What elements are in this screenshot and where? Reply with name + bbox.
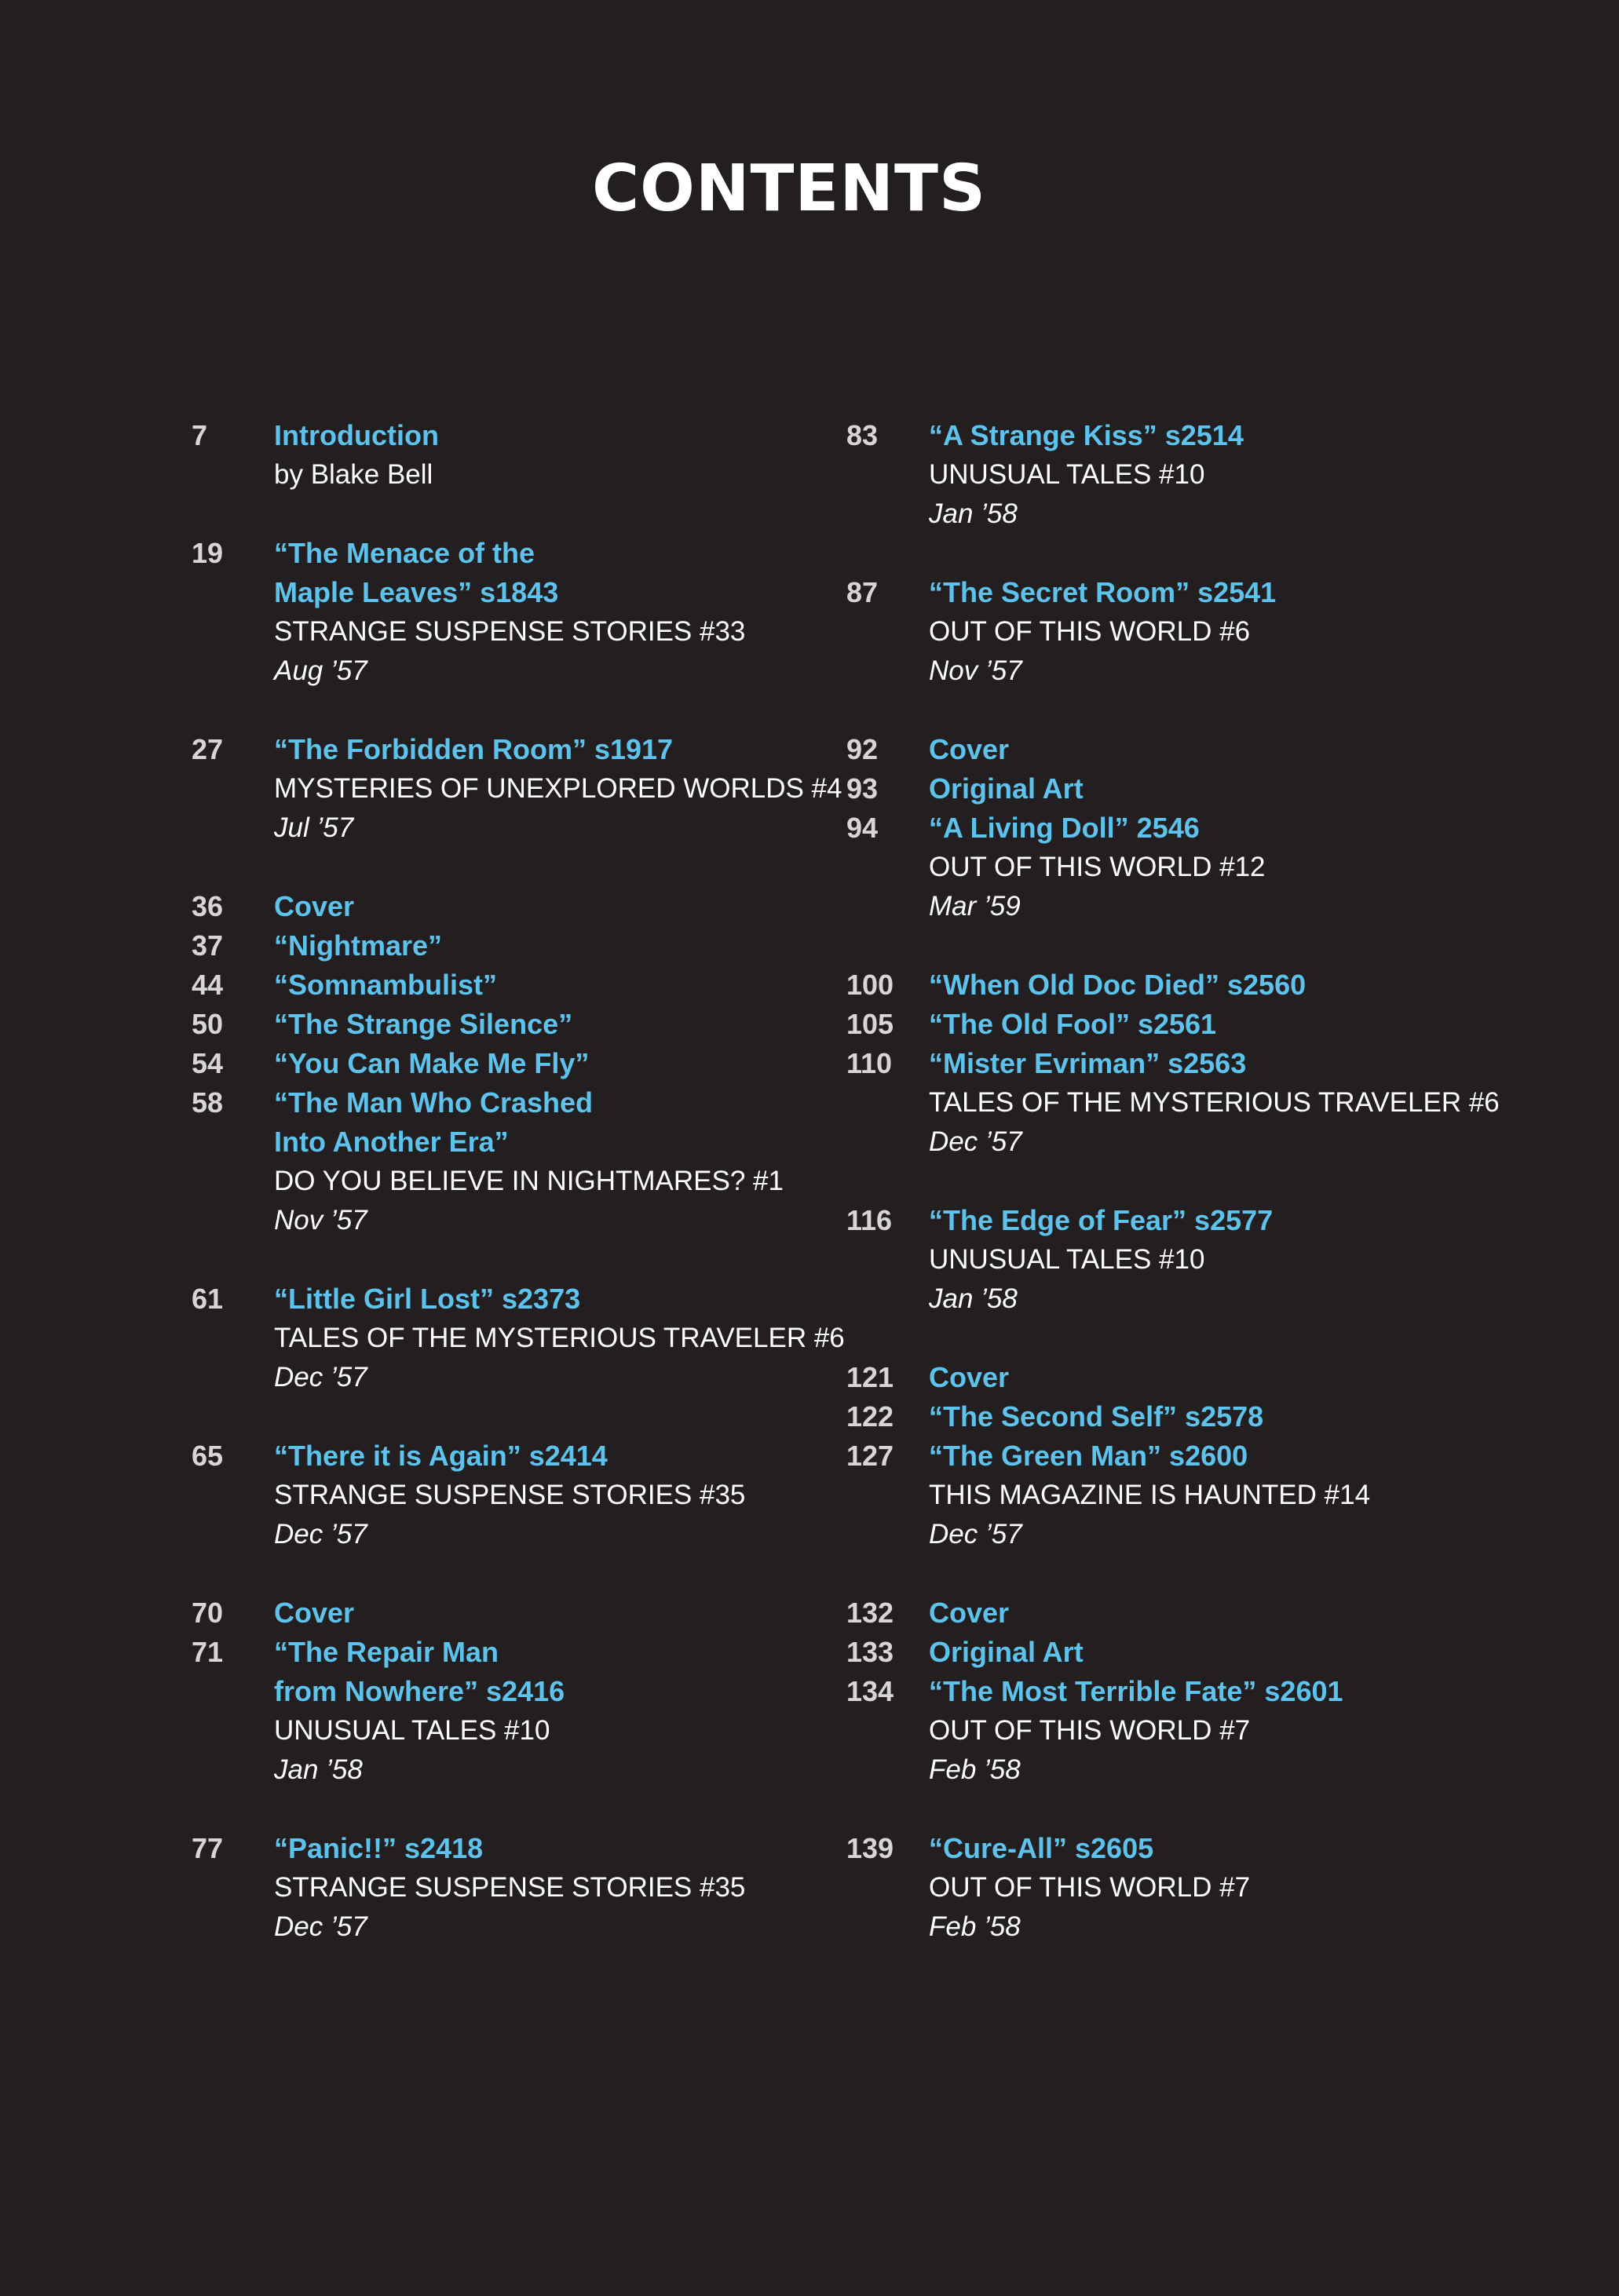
story-title: “A Living Doll” 2546 <box>929 812 1200 844</box>
story-title: Cover <box>929 1361 1010 1393</box>
toc-line <box>192 1868 820 1907</box>
toc-line <box>846 1711 1553 1750</box>
issue-date: Dec ’57 <box>929 1519 1022 1550</box>
page-number: 94 <box>846 812 879 844</box>
toc-line <box>846 1515 1553 1554</box>
toc-line <box>846 495 1553 534</box>
toc-entry <box>192 1593 820 1790</box>
story-title: “The Menace of the <box>274 537 535 569</box>
issue-date: Aug ’57 <box>274 655 367 686</box>
toc-line <box>192 1122 820 1162</box>
story-title: Introduction <box>274 419 439 451</box>
publication-name: by Blake Bell <box>274 459 433 490</box>
story-title: “There it is Again” s2414 <box>274 1440 608 1472</box>
story-title: Cover <box>929 1597 1010 1629</box>
toc-line <box>192 1201 820 1240</box>
toc-line <box>846 612 1553 652</box>
issue-date: Dec ’57 <box>929 1126 1022 1157</box>
toc-line <box>192 652 820 691</box>
publication-name: STRANGE SUSPENSE STORIES #35 <box>274 1872 746 1903</box>
page-number: 36 <box>192 890 224 922</box>
toc-entry <box>192 1829 820 1947</box>
issue-date: Jan ’58 <box>929 498 1018 529</box>
story-title: “The Secret Room” s2541 <box>929 576 1277 608</box>
story-title: “Little Girl Lost” s2373 <box>274 1283 581 1315</box>
toc-line <box>846 809 1553 848</box>
toc-line <box>192 1750 820 1790</box>
publication-name: MYSTERIES OF UNEXPLORED WORLDS #4 <box>274 773 842 804</box>
publication-name: UNUSUAL TALES #10 <box>929 459 1205 490</box>
toc-line <box>192 1279 820 1319</box>
publication-name: OUT OF THIS WORLD #7 <box>929 1715 1251 1746</box>
toc-line <box>846 730 1553 769</box>
issue-date: Dec ’57 <box>274 1519 367 1550</box>
issue-date: Dec ’57 <box>274 1362 367 1393</box>
toc-line <box>846 1633 1553 1672</box>
toc-line <box>846 1907 1553 1947</box>
story-title: “Nightmare” <box>274 929 443 962</box>
publication-name: OUT OF THIS WORLD #6 <box>929 616 1251 647</box>
toc-line <box>846 1436 1553 1476</box>
publication-name: DO YOU BELIEVE IN NIGHTMARES? #1 <box>274 1166 784 1196</box>
issue-date: Jan ’58 <box>929 1283 1018 1314</box>
toc-line <box>192 769 842 809</box>
toc-line <box>192 1476 820 1515</box>
toc-line <box>192 965 820 1005</box>
story-title: Cover <box>274 1597 355 1629</box>
page-number: 134 <box>846 1675 894 1707</box>
toc-line <box>192 1829 820 1868</box>
story-title: “The Repair Man <box>274 1636 499 1668</box>
issue-date: Jan ’58 <box>274 1754 363 1785</box>
story-title: Cover <box>274 890 355 922</box>
toc-entry <box>192 887 820 1240</box>
page-number: 133 <box>846 1636 894 1668</box>
toc-line <box>846 652 1553 691</box>
page-number: 37 <box>192 929 224 962</box>
toc-line <box>846 1593 1553 1633</box>
story-title: “The Old Fool” s2561 <box>929 1008 1217 1040</box>
page-number: 122 <box>846 1400 894 1433</box>
publication-name: UNUSUAL TALES #10 <box>274 1715 550 1746</box>
issue-date: Nov ’57 <box>929 655 1022 686</box>
story-title: “The Edge of Fear” s2577 <box>929 1204 1274 1236</box>
publication-name: OUT OF THIS WORLD #7 <box>929 1872 1251 1903</box>
toc-line <box>846 769 1553 809</box>
page-number: 105 <box>846 1008 894 1040</box>
toc-line <box>846 1083 1553 1122</box>
page-number: 54 <box>192 1047 224 1079</box>
page-number: 27 <box>192 733 224 765</box>
story-title: “The Most Terrible Fate” s2601 <box>929 1675 1343 1707</box>
story-title: “The Man Who Crashed <box>274 1086 594 1119</box>
story-title: “The Green Man” s2600 <box>929 1440 1248 1472</box>
publication-name: THIS MAGAZINE IS HAUNTED #14 <box>929 1480 1371 1510</box>
toc-entry <box>846 1593 1553 1790</box>
toc-line <box>846 1397 1553 1436</box>
page-number: 132 <box>846 1597 894 1629</box>
toc-line <box>846 1201 1553 1240</box>
toc-line <box>192 1436 820 1476</box>
publication-name: OUT OF THIS WORLD #12 <box>929 852 1266 882</box>
toc-entry <box>846 1358 1553 1554</box>
page-number: 50 <box>192 1008 224 1040</box>
toc-line <box>846 965 1553 1005</box>
toc-line <box>846 1044 1553 1083</box>
toc-entry <box>846 1201 1553 1319</box>
story-title: “When Old Doc Died” s2560 <box>929 969 1307 1001</box>
toc-line <box>192 1672 820 1711</box>
publication-name: TALES OF THE MYSTERIOUS TRAVELER #6 <box>929 1087 1500 1118</box>
story-title: Cover <box>929 733 1010 765</box>
toc-line <box>192 1044 820 1083</box>
page-number: 58 <box>192 1086 224 1119</box>
toc-line <box>846 1476 1553 1515</box>
story-title: from Nowhere” s2416 <box>274 1675 565 1707</box>
toc-line <box>192 887 820 926</box>
page-number: 71 <box>192 1636 224 1668</box>
toc-line <box>192 1907 820 1947</box>
story-title: Original Art <box>929 1636 1084 1668</box>
publication-name: STRANGE SUSPENSE STORIES #35 <box>274 1480 746 1510</box>
story-title: “Mister Evriman” s2563 <box>929 1047 1247 1079</box>
issue-date: Feb ’58 <box>929 1754 1021 1785</box>
toc-line <box>846 887 1553 926</box>
toc-line <box>846 1672 1553 1711</box>
toc-entry <box>846 1829 1553 1947</box>
toc-entry <box>846 573 1553 691</box>
page-number: 65 <box>192 1440 224 1472</box>
toc-line <box>846 1240 1553 1279</box>
toc-line <box>192 1593 820 1633</box>
toc-entry <box>846 416 1553 534</box>
toc-line <box>192 573 820 612</box>
toc-line <box>192 1083 820 1122</box>
story-title: “The Forbidden Room” s1917 <box>274 733 674 765</box>
page-number: 7 <box>192 419 208 451</box>
toc-line <box>192 534 820 573</box>
toc-line <box>846 573 1553 612</box>
page-number: 127 <box>846 1440 894 1472</box>
issue-date: Jul ’57 <box>274 812 354 843</box>
toc-line <box>846 1829 1553 1868</box>
publication-name: UNUSUAL TALES #10 <box>929 1244 1205 1275</box>
toc-line <box>192 926 820 965</box>
page-number: 139 <box>846 1832 894 1864</box>
story-title: “The Second Self” s2578 <box>929 1400 1264 1433</box>
toc-line <box>846 1279 1553 1319</box>
toc-line <box>192 612 820 652</box>
toc-line <box>846 455 1553 495</box>
story-title: “You Can Make Me Fly” <box>274 1047 590 1079</box>
issue-date: Feb ’58 <box>929 1911 1021 1942</box>
toc-entry <box>192 1279 845 1397</box>
toc-line <box>846 416 1553 455</box>
toc-line <box>192 1515 820 1554</box>
story-title: “Somnambulist” <box>274 969 498 1001</box>
contents-column-right <box>846 416 1553 1947</box>
toc-line <box>192 455 820 495</box>
page-number: 87 <box>846 576 879 608</box>
toc-entry <box>192 416 820 495</box>
page-number: 121 <box>846 1361 894 1393</box>
toc-line <box>192 1633 820 1672</box>
toc-line <box>192 416 820 455</box>
page-number: 92 <box>846 733 879 765</box>
story-title: Original Art <box>929 772 1084 805</box>
story-title: “A Strange Kiss” s2514 <box>929 419 1244 451</box>
toc-line <box>192 730 820 769</box>
toc-entry <box>846 965 1553 1162</box>
toc-line <box>192 1162 820 1201</box>
story-title: Into Another Era” <box>274 1126 509 1158</box>
toc-line <box>846 848 1553 887</box>
issue-date: Mar ’59 <box>929 891 1021 922</box>
page-number: 61 <box>192 1283 224 1315</box>
publication-name: TALES OF THE MYSTERIOUS TRAVELER #6 <box>274 1323 845 1353</box>
page-number: 77 <box>192 1832 224 1864</box>
toc-line <box>846 1358 1553 1397</box>
page-number: 83 <box>846 419 879 451</box>
toc-entry <box>192 534 820 691</box>
toc-entry <box>192 730 842 848</box>
page-title: CONTENTS <box>591 151 987 226</box>
story-title: “The Strange Silence” <box>274 1008 573 1040</box>
publication-name: STRANGE SUSPENSE STORIES #33 <box>274 616 746 647</box>
toc-line <box>846 1122 1553 1162</box>
issue-date: Nov ’57 <box>274 1205 367 1236</box>
page-number: 110 <box>846 1047 893 1079</box>
toc-line <box>846 1005 1553 1044</box>
toc-line <box>192 809 820 848</box>
toc-line <box>192 1358 820 1397</box>
toc-line <box>846 1868 1553 1907</box>
page-number: 70 <box>192 1597 224 1629</box>
page-number: 116 <box>846 1204 893 1236</box>
toc-line <box>846 1750 1553 1790</box>
story-title: “Cure-All” s2605 <box>929 1832 1154 1864</box>
toc-entry <box>192 1436 820 1554</box>
page-number: 93 <box>846 772 879 805</box>
story-title: “Panic!!” s2418 <box>274 1832 484 1864</box>
page-number: 19 <box>192 537 224 569</box>
toc-line <box>192 1005 820 1044</box>
toc-line <box>192 1319 845 1358</box>
story-title: Maple Leaves” s1843 <box>274 576 559 608</box>
issue-date: Dec ’57 <box>274 1911 367 1942</box>
page-number: 100 <box>846 969 894 1001</box>
page-number: 44 <box>192 969 224 1001</box>
toc-entry <box>846 730 1553 926</box>
contents-column-left <box>192 416 845 1947</box>
toc-line <box>192 1711 820 1750</box>
